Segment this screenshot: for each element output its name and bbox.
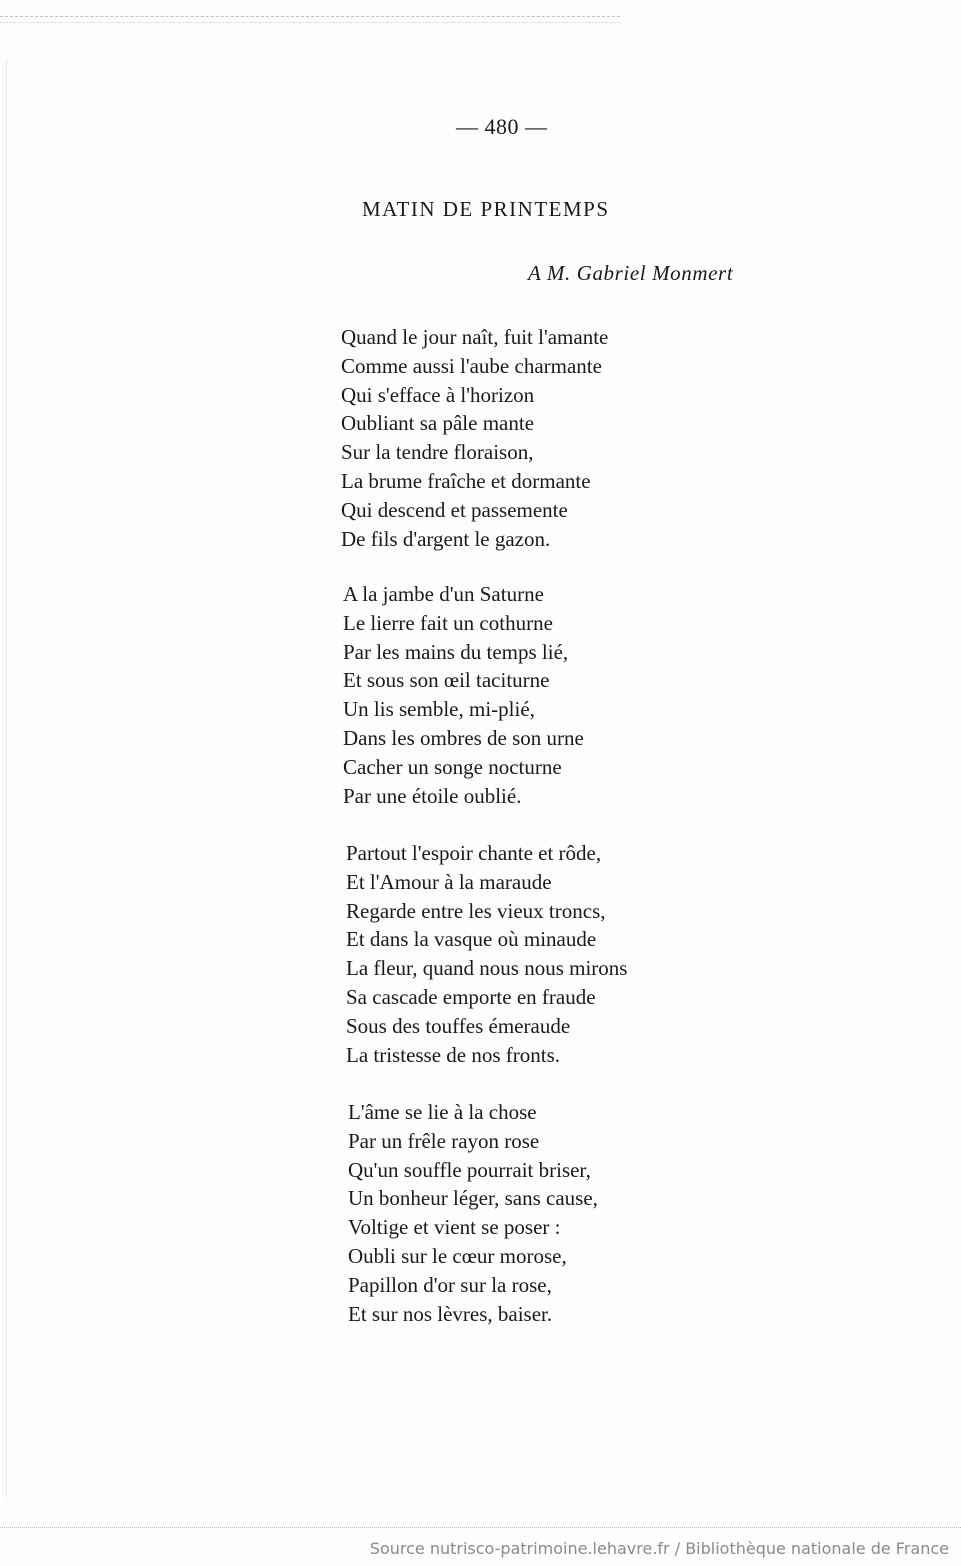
verse-line: Cacher un songe nocturne [343, 754, 562, 779]
verse-line: Qu'un souffle pourrait briser, [348, 1157, 591, 1182]
verse-line: Par les mains du temps lié, [343, 639, 569, 664]
stanza-1 [341, 323, 608, 553]
verse-line: Partout l'espoir chante et rôde, [346, 841, 602, 865]
verse-line: De fils d'argent le gazon. [341, 526, 551, 551]
source-attribution: Source nutrisco-patrimoine.lehavre.fr / Bibliothèque nationale de France [369, 1539, 949, 1558]
stanza-3 [346, 839, 627, 1069]
verse-line: La brume fraîche et dormante [341, 468, 591, 493]
verse-line: Sur la tendre floraison, [341, 440, 534, 465]
verse-line: Quand le jour naît, fuit l'amante [341, 325, 609, 349]
verse-line: Qui descend et passemente [341, 497, 568, 522]
verse-line: Comme aussi l'aube charmante [341, 353, 602, 378]
verse-line: Et l'Amour à la maraude [346, 869, 552, 894]
verse-line: Un bonheur léger, sans cause, [348, 1186, 598, 1211]
verse-line: Sous des touffes émeraude [346, 1013, 571, 1038]
verse-line: L'âme se lie à la chose [348, 1100, 537, 1124]
verse-line: Qui s'efface à l'horizon [341, 382, 535, 407]
verse-line: Par une étoile oublié. [343, 783, 522, 808]
verse-line: Regarde entre les vieux troncs, [346, 898, 606, 923]
scan-artifact-top [0, 16, 620, 17]
verse-line: Oubliant sa pâle mante [341, 411, 535, 436]
verse-line: Et dans la vasque où minaude [346, 927, 597, 952]
stanza-4 [348, 1098, 598, 1328]
verse-line: Un lis semble, mi-plié, [343, 697, 535, 722]
verse-line: A la jambe d'un Saturne [343, 582, 544, 606]
verse-line: Dans les ombres de son urne [343, 725, 584, 750]
verse-line: Voltige et vient se poser : [348, 1215, 561, 1240]
poem-title: MATIN DE PRINTEMPS [362, 197, 610, 221]
stanza-2 [343, 580, 584, 810]
verse-line: Par un frêle rayon rose [348, 1128, 540, 1153]
scan-artifact-top-secondary [0, 22, 620, 23]
page-number: — 480 — [456, 114, 548, 139]
verse-line: Et sur nos lèvres, baiser. [348, 1301, 553, 1326]
verse-line: Et sous son œil taciturne [343, 668, 550, 693]
verse-line: Sa cascade emporte en fraude [346, 984, 596, 1009]
verse-line: Le lierre fait un cothurne [343, 610, 553, 635]
scan-artifact-left-edge [6, 60, 7, 1500]
poem-dedication: A M. Gabriel Monmert [528, 261, 734, 285]
verse-line: La fleur, quand nous nous mirons [346, 956, 628, 981]
verse-line: Papillon d'or sur la rose, [348, 1272, 552, 1297]
verse-line: La tristesse de nos fronts. [346, 1042, 561, 1067]
scan-artifact-bottom [0, 1527, 961, 1528]
verse-line: Oubli sur le cœur morose, [348, 1243, 567, 1268]
